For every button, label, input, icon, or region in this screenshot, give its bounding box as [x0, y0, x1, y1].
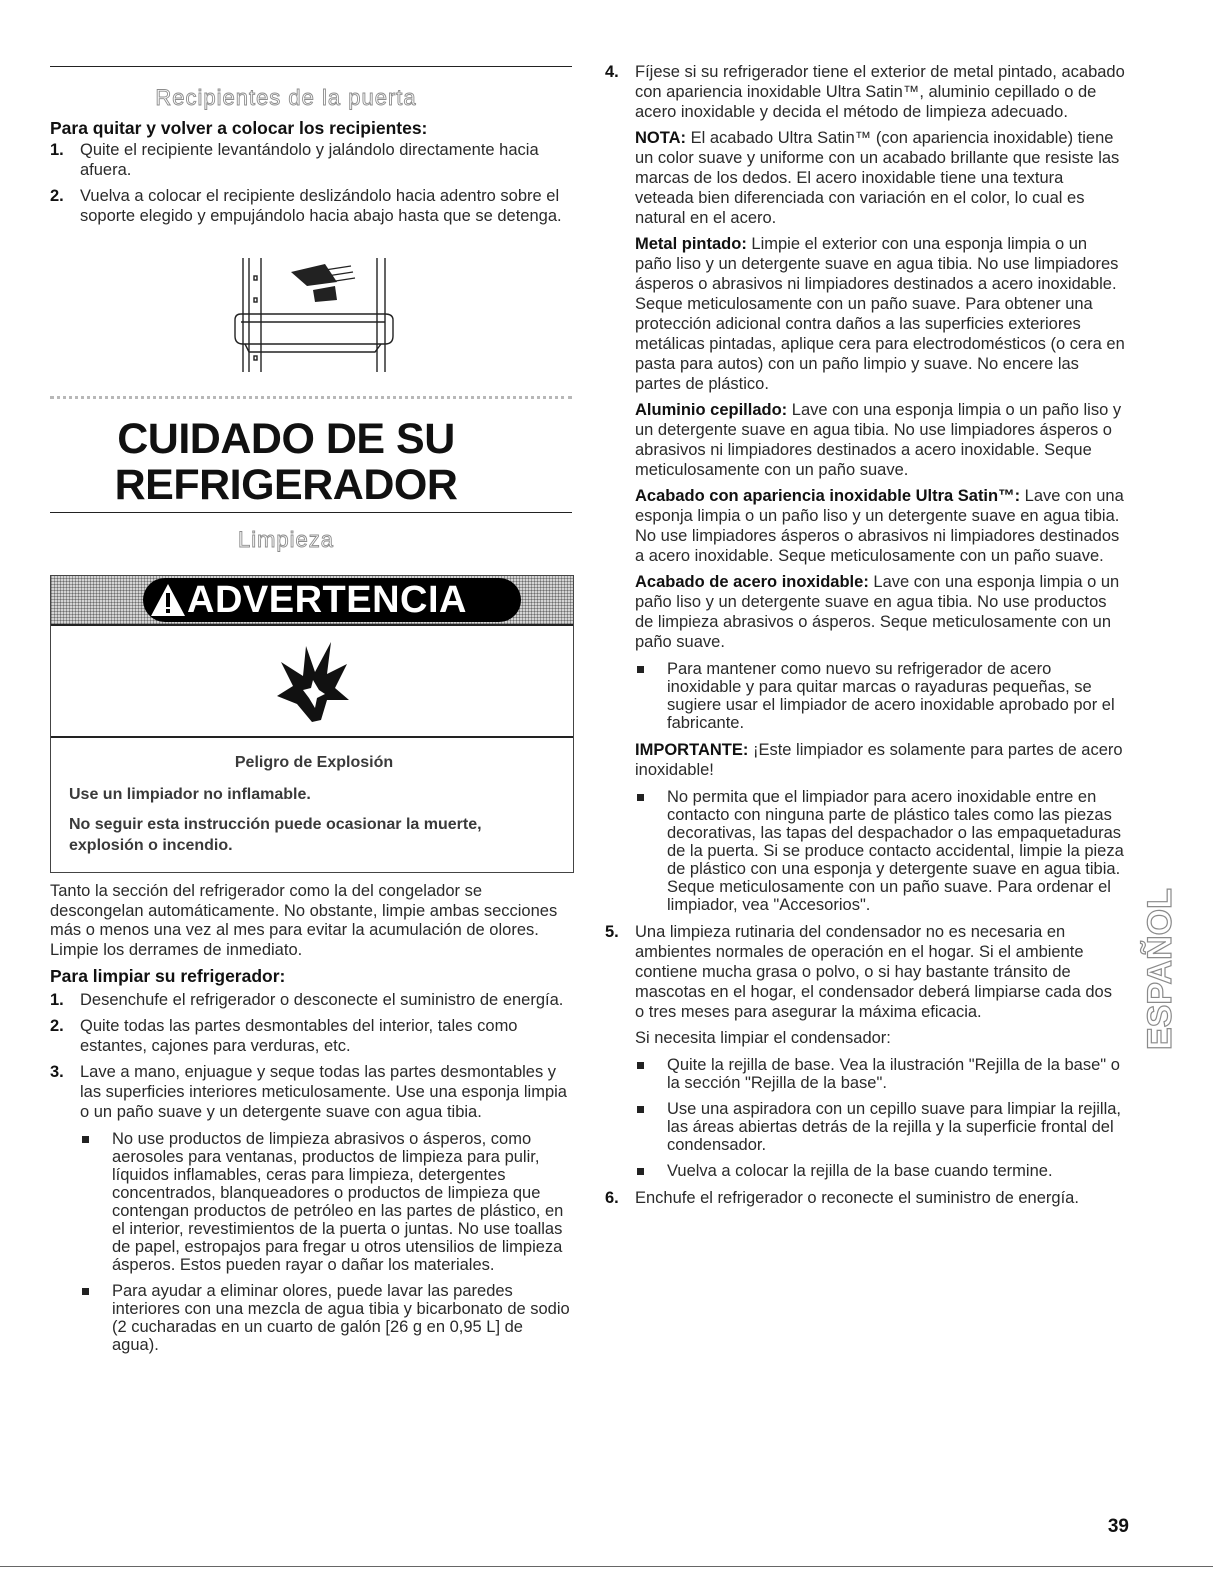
ultra-satin-paragraph: Acabado con apariencia inoxidable Ultra Satin™: Lave con una esponja limpia o un paño liso y un detergente suave en agua tibia. No use limpiadores ásperos o abrasivos ni limpiadores destinados a acero inoxidable. Seque meticulosamente con un paño suave. — [635, 487, 1124, 565]
warning-title: ADVERTENCIA — [187, 579, 467, 621]
list-item: Quite la rejilla de base. Vea la ilustración "Rejilla de la base" o la sección "Rejilla de la base". — [635, 1056, 1125, 1092]
note-paragraph: NOTA: El acabado Ultra Satin™ (con apariencia inoxidable) tiene un color suave y uniforme con un acabado brillante que resiste las marcas de los dedos. El acero inoxidable tiene una textura veteada bien diferenciada con variación en el color, lo cual es natural en el acero. — [635, 129, 1120, 227]
condenser-subline: Si necesita limpiar el condensador: — [635, 1029, 891, 1047]
painted-metal-paragraph: Metal pintado: Limpie el exterior con una esponja limpia o un paño liso y un detergente suave en agua tibia. No use limpiadores ásperos o abrasivos ni limpiadores destinados a acero inoxidable. Seque meticulosamente con un paño suave. Para obtener una protección adicional contra daños a las superficies exteriores metálicas pintadas, aplique cera para electrodomésticos (o cera en pasta para autos) con un paño limpio y suave. No encere las partes de plástico. — [635, 235, 1125, 393]
list-item: 5. Una limpieza rutinaria del condensador no es necesaria en ambientes normales de operación en el hogar. Si el ambiente contiene mucha grasa o polvo, o si hay bastante tránsito de mascotas en el hogar, el condensador deberá limpiarse cada dos o tres meses para asegurar la máxima eficacia. Si necesita limpiar el condensador: Quite la rejilla de base. Vea la ilustración "Rejilla de la base" o la sección "Rejilla de la base". Use una aspiradora con un cepillo suave para limpiar la rejilla, las áreas abiertas detrás de la rejilla y la superficie frontal del condensador. Vuelva a colocar la rejilla de la base cuando termine. — [605, 922, 1125, 1180]
list-item: 1. Desenchufe el refrigerador o desconecte el suministro de energía. — [50, 991, 564, 1009]
warning-line-1: Use un limpiador no inflamable. — [69, 786, 311, 803]
stainless-bullets — [635, 660, 1125, 732]
section-title-door-bins: Recipientes de la puerta — [155, 85, 417, 110]
warning-header — [51, 576, 573, 624]
section-rule — [50, 512, 572, 513]
subheading-clean: Para limpiar su refrigerador: — [50, 966, 286, 986]
hazard-title: Peligro de Explosión — [234, 754, 394, 771]
warning-line-2: No seguir esta instrucción puede ocasionar la muerte, explosión o incendio. — [69, 816, 482, 854]
cleaning-steps-continued — [605, 62, 1125, 1214]
list-item: Para mantener como nuevo su refrigerador de acero inoxidable y para quitar marcas o rayaduras pequeñas, se sugiere usar el limpiador de acero inoxidable aprobado por el fabricante. — [635, 660, 1125, 732]
list-item: No permita que el limpiador para acero inoxidable entre en contacto con ninguna parte de plástico tales como las piezas decorativas, las tapas del despachador o las empaquetaduras de la puerta. Si se produce contacto accidental, limpie la pieza de plástico con una esponja y detergente suave en agua tibia. Seque meticulosamente con un paño suave. Para ordenar el limpiador, vea "Accesorios". — [635, 788, 1125, 914]
list-item: 4. Fíjese si su refrigerador tiene el exterior de metal pintado, acabado con apariencia inoxidable Ultra Satin™, aluminio cepillado o de acero inoxidable y decida el método de limpieza adecuado. NOTA: El acabado Ultra Satin™ (con apariencia inoxidable) tiene un color suave y uniforme con un acabado brillante que resiste las marcas de los dedos. El acero inoxidable tiene una textura veteada bien diferenciada con variación en el color, lo cual es natural en el acero. Metal pintado: Limpie el exterior con una esponja limpia o un paño liso y un detergente suave en agua tibia. No use limpiadores ásperos o abrasivos ni limpiadores destinados a acero inoxidable. Seque meticulosamente con un paño suave. Para obtener una protección adicional contra daños a las superficies exteriores metálicas pintadas, aplique cera para electrodomésticos (o cera en pasta para autos) con un paño limpio y suave. No encere las partes de plástico. Aluminio cepillado: Lave con una esponja limpia o un paño liso y un detergente suave en agua tibia. No use limpiadores ásperos o abrasivos ni limpiadores destinados a acero inoxidable. Seque meticulosamente con un paño suave. Acabado con apariencia inoxidable Ultra Satin™: Lave con una esponja limpia o un paño liso y un detergente suave en agua tibia. No use limpiadores ásperos o abrasivos ni limpiadores destinados a acero inoxidable. Seque meticulosamente con un paño suave. Acabado de acero inoxidable: Lave con una esponja limpia o un paño liso y un detergente suave en agua tibia. No use productos de limpieza abrasivos o ásperos. Seque meticulosamente con un paño suave. Para mantener como nuevo su refrigerador de acero inoxidable y para quitar marcas o rayaduras pequeñas, se sugiere usar el limpiador de acero inoxidable aprobado por el fabricante. IMPORTANTE: ¡Este limpiador es solamente para partes de acero inoxidable! No permita que el limpiador para acero inoxidable entre en contacto con ninguna parte de plástico tales como las piezas decorativas, las tapas del despachador o las empaquetaduras de la puerta. Si se produce contacto accidental, limpie la pieza de plástico con una esponja y detergente suave en agua tibia. Seque meticulosamente con un paño suave. Para ordenar el limpiador, vea "Accesorios". — [605, 63, 1125, 914]
language-side-tab — [1141, 818, 1181, 1058]
stainless-paragraph: Acabado de acero inoxidable: Lave con una esponja limpia o un paño liso y un detergente suave en agua tibia. No use productos de limpieza abrasivos o ásperos. Seque meticulosamente con un paño suave. — [635, 573, 1120, 651]
condenser-bullets — [635, 1056, 1125, 1180]
warning-box — [50, 575, 574, 873]
list-item: 2. Quite todas las partes desmontables del interior, tales como estantes, cajones para verduras, etc. — [50, 1017, 518, 1055]
page-bottom-rule — [0, 1566, 1213, 1567]
explosion-icon — [273, 638, 351, 724]
divider — [50, 396, 572, 399]
brushed-aluminum-paragraph: Aluminio cepillado: Lave con una esponja limpia o un paño liso y un detergente suave en agua tibia. No use limpiadores ásperos o abrasivos ni limpiadores destinados a acero inoxidable. Seque meticulosamente con un paño suave. — [635, 401, 1122, 479]
list-item: 2. Vuelva a colocar el recipiente deslizándolo hacia adentro sobre el soporte elegido y empujándolo hacia abajo hasta que se detenga. — [50, 187, 562, 225]
list-item: 3. Lave a mano, enjuague y seque todas las partes desmontables y las superficies interiores meticulosamente. Use una esponja limpia o un paño suave y un detergente suave con agua tibia. No use productos de limpieza abrasivos o ásperos, como aerosoles para ventanas, productos de limpieza para pulir, líquidos inflamables, ceras para limpieza, detergentes concentrados, blanqueadores o productos de limpieza que contengan productos de petróleo en las partes de plástico, en el interior, revestimientos de la puerta o juntas. No use toallas de papel, estropajos para fregar u otros utensilios de limpieza ásperos. Estos pueden rayar o dañar los materiales. Para ayudar a eliminar olores, puede lavar las paredes interiores con una mezcla de agua tibia y bicarbonato de sodio (2 cucharadas en un cuarto de galón [26 g en 0,95 L] de agua). — [50, 1062, 572, 1354]
cleaning-steps-list — [50, 990, 572, 1362]
bin-steps-list — [50, 140, 572, 232]
important-bullets — [635, 788, 1125, 914]
list-item: Use una aspiradora con un cepillo suave para limpiar la rejilla, las áreas abiertas detrás de la rejilla y la superficie frontal del condensador. — [635, 1100, 1125, 1154]
warning-triangle-icon — [149, 582, 187, 618]
list-item: No use productos de limpieza abrasivos o ásperos, como aerosoles para ventanas, productos de limpieza para pulir, líquidos inflamables, ceras para limpieza, detergentes concentrados, blanqueadores o productos de limpieza que contengan productos de petróleo en las partes de plástico, en el interior, revestimientos de la puerta o juntas. No use toallas de papel, estropajos para fregar u otros utensilios de limpieza ásperos. Estos pueden rayar o dañar los materiales. — [80, 1130, 572, 1274]
section-rule — [50, 66, 572, 67]
list-item: 6. Enchufe el refrigerador o reconecte el suministro de energía. — [605, 1189, 1079, 1207]
subheading-bins: Para quitar y volver a colocar los recipientes: — [50, 118, 428, 138]
chapter-title: CUIDADO DE SU REFRIGERADOR — [114, 415, 458, 509]
cleaning-intro: Tanto la sección del refrigerador como la del congelador se descongelan automáticamente. No obstante, limpie ambas secciones más o menos una vez al mes para evitar la acumulación de olores. Limpie los derrames de inmediato. — [50, 882, 558, 959]
side-tab-label: ESPAÑOL — [1141, 888, 1179, 1050]
divider — [51, 736, 573, 738]
list-item: 1. Quite el recipiente levantándolo y jalándolo directamente hacia afuera. — [50, 141, 539, 179]
important-paragraph: IMPORTANTE: ¡Este limpiador es solamente para partes de acero inoxidable! — [635, 741, 1123, 779]
section-title-cleaning: Limpieza — [237, 527, 335, 552]
list-item: Para ayudar a eliminar olores, puede lavar las paredes interiores con una mezcla de agua tibia y bicarbonato de sodio (2 cucharadas en un cuarto de galón [26 g en 0,95 L] de agua). — [80, 1282, 572, 1354]
step3-bullets — [80, 1130, 572, 1354]
divider — [51, 624, 573, 626]
page-number: 39 — [1107, 1516, 1129, 1537]
list-item: Vuelva a colocar la rejilla de la base cuando termine. — [635, 1162, 1125, 1180]
door-bin-illustration — [225, 256, 405, 376]
